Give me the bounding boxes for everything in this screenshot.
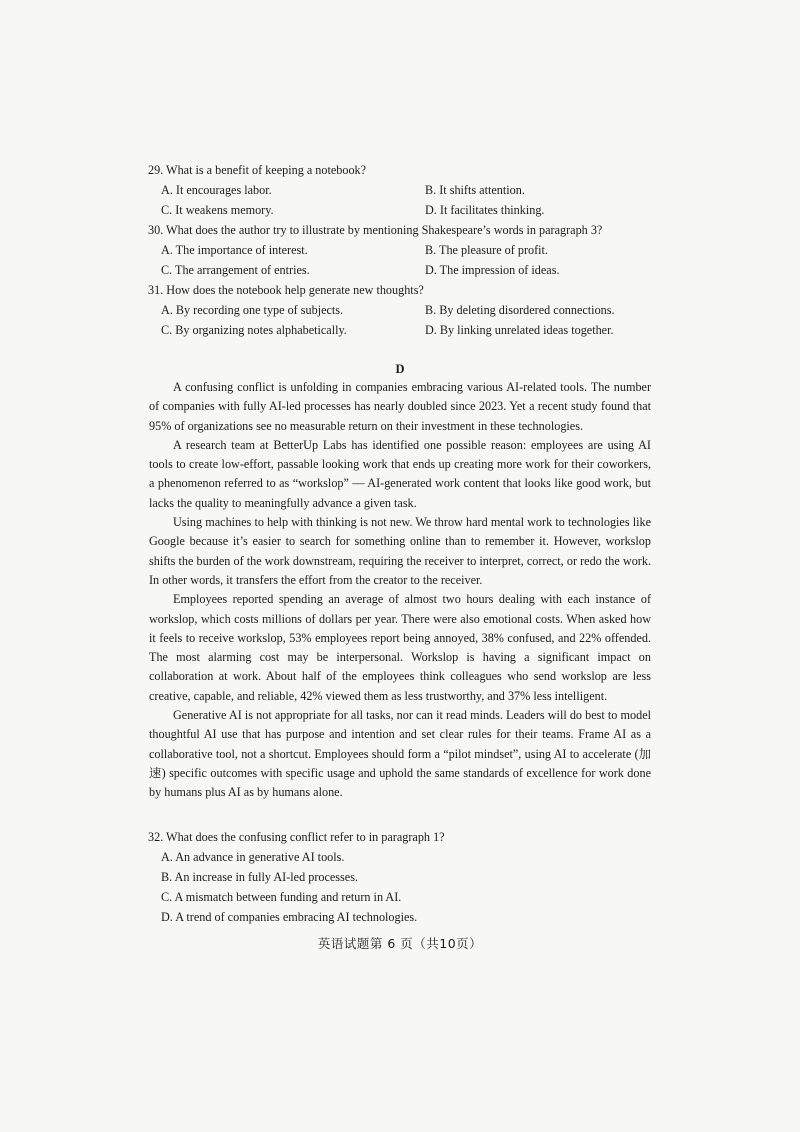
question-30-options-row-1 xyxy=(148,240,668,260)
question-29 xyxy=(148,160,648,220)
question-29-stem: 29. What is a benefit of keeping a notebook? xyxy=(148,163,367,177)
question-31-stem: 31. How does the notebook help generate new thoughts? xyxy=(148,283,424,297)
question-30-options-row-2 xyxy=(148,260,668,280)
passage-paragraph-4: Employees reported spending an average of almost two hours dealing with each instance of workslop, which costs millions of dollars per year. There were also emotional costs. When asked how it feels to receive workslop, 53% employees report being annoyed, 38% confused, and 22% offended. The most alarming cost may be interpersonal. Workslop is having a significant impact on collaboration at work. About half of the employees think colleagues who send workslop are less creative, capable, and reliable, 42% viewed them as less trustworthy, and 37% less intelligent. xyxy=(149,592,651,703)
question-32-stem: 32. What does the confusing conflict refer to in paragraph 1? xyxy=(148,830,445,844)
question-29-option-b: B. It shifts attention. xyxy=(425,183,525,197)
section-title: D xyxy=(395,362,405,376)
question-29-option-c: C. It weakens memory. xyxy=(161,203,274,217)
question-30-option-a: A. The importance of interest. xyxy=(161,243,308,257)
question-29-option-d: D. It facilitates thinking. xyxy=(425,203,545,217)
question-32-option-d: D. A trend of companies embracing AI technologies. xyxy=(161,910,418,924)
question-32-option-b: B. An increase in fully AI-led processes. xyxy=(161,870,358,884)
question-29-options-row-1 xyxy=(148,180,648,200)
question-29-options-row-2 xyxy=(148,200,648,220)
question-30-option-c: C. The arrangement of entries. xyxy=(161,263,310,277)
question-31-option-b: B. By deleting disordered connections. xyxy=(425,303,615,317)
passage-paragraph-2: A research team at BetterUp Labs has identified one possible reason: employees are using AI tools to create low-effort, passable looking work that ends up creating more work for their coworkers, a phenomenon referred to as “workslop” — AI-generated work content that looks like good work, but lacks the quality to meaningfully advance a given task. xyxy=(149,437,651,510)
reading-passage xyxy=(149,378,651,803)
question-31-option-d: D. By linking unrelated ideas together. xyxy=(425,323,614,337)
question-31-options-row-2 xyxy=(148,320,648,340)
question-32-option-a: A. An advance in generative AI tools. xyxy=(161,850,345,864)
passage-paragraph-1: A confusing conflict is unfolding in companies embracing various AI-related tools. The number of companies with fully AI-led processes has nearly doubled since 2023. Yet a recent study found that 95% of organizations see no measurable return on their investment in these technologies. xyxy=(149,380,651,433)
question-32 xyxy=(148,827,648,927)
passage-paragraph-3: Using machines to help with thinking is not new. We throw hard mental work to technologies like Google because it’s easier to search for something online than to remember it. However, workslop shifts the burden of the work downstream, requiring the receiver to interpret, correct, or redo the work. In other words, it transfers the effort from the creator to the receiver. xyxy=(149,515,651,587)
passage-paragraph-5: Generative AI is not appropriate for all tasks, nor can it read minds. Leaders will do best to model thoughtful AI use that has purpose and intention and set clear rules for their teams. Frame AI as a collaborative tool, not a shortcut. Employees should form a “pilot mindset”, using AI to accelerate (加速) specific outcomes with specific usage and uphold the same standards of excellence for work done by humans plus AI as by humans alone. xyxy=(149,708,651,800)
question-31-option-a: A. By recording one type of subjects. xyxy=(161,303,344,317)
page-footer: 英语试题第 6 页（共10页） xyxy=(317,936,483,951)
question-30-stem: 30. What does the author try to illustrate by mentioning Shakespeare’s words in paragraph 3? xyxy=(148,223,603,237)
question-31-option-c: C. By organizing notes alphabetically. xyxy=(161,323,347,337)
question-32-option-c: C. A mismatch between funding and return in AI. xyxy=(161,890,402,904)
question-30 xyxy=(148,220,668,280)
question-31 xyxy=(148,280,648,340)
question-31-options-row-1 xyxy=(148,300,648,320)
question-30-option-b: B. The pleasure of profit. xyxy=(425,243,548,257)
question-29-option-a: A. It encourages labor. xyxy=(161,183,272,197)
question-30-option-d: D. The impression of ideas. xyxy=(425,263,560,277)
